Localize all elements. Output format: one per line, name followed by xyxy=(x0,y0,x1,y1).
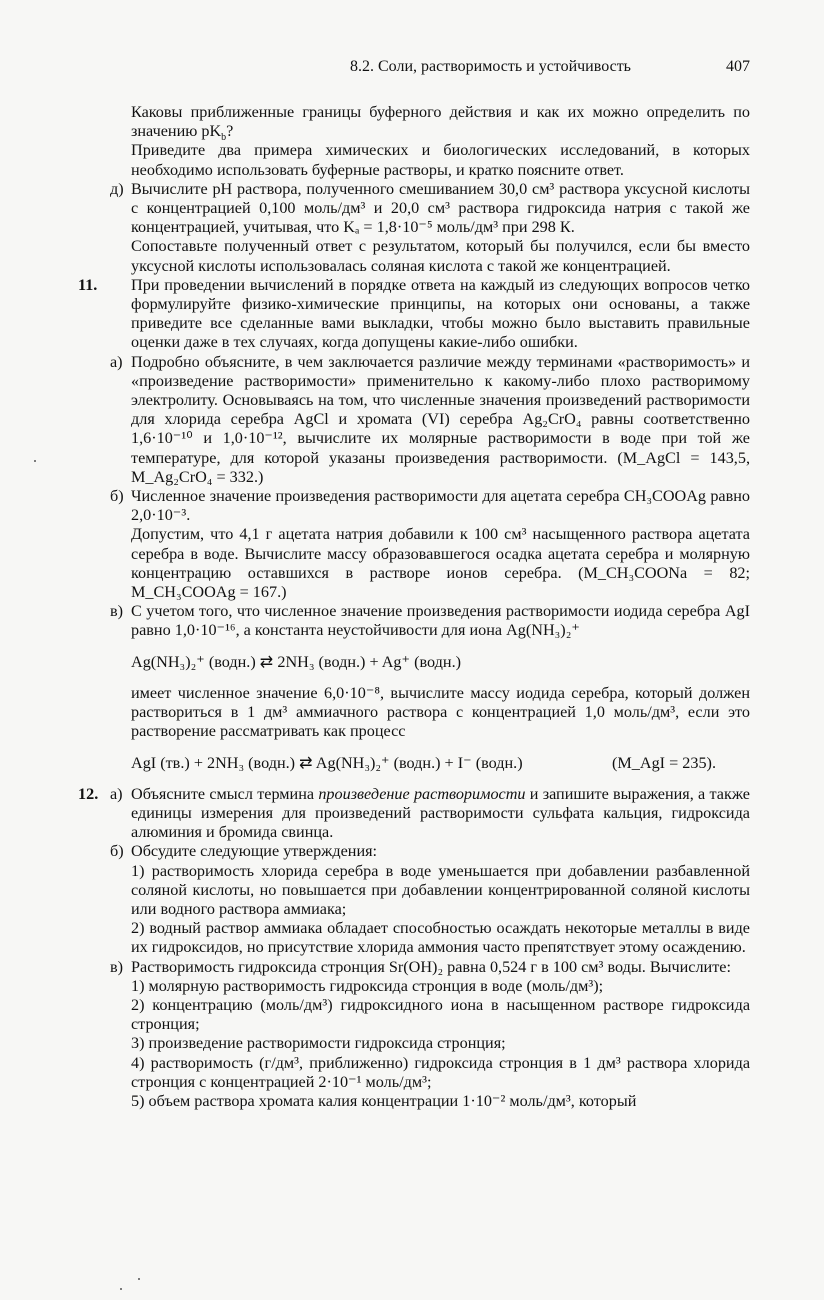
question-12b-item-1: 1) растворимость хлорида серебра в воде уменьшается при добавлении разбавленной соляной кислоты, но повышается при добавлении концентрированной соляной кислоты или водного раствора аммиака; xyxy=(131,861,750,918)
scan-speck xyxy=(120,1288,122,1290)
question-12v-item-5: 5) объем раствора хромата калия концентрации 1·10⁻² моль/дм³, который xyxy=(131,1091,637,1110)
section-title: 8.2. Соли, растворимость и устойчивость xyxy=(350,58,631,75)
page-number: 407 xyxy=(726,58,750,75)
question-11v-text: С учетом того, что численное значение произведения растворимости иодида серебра AgI равно 1,0·10⁻¹⁶, а константа неустойчивости для иона Ag(NH₃)₂⁺ xyxy=(131,602,750,640)
question-12v xyxy=(0,958,824,977)
question-12b xyxy=(0,842,824,861)
equation-2-molar-mass: (M_AgI = 235). xyxy=(612,753,716,772)
question-11b-text: Численное значение произведения растворимости для ацетата серебра CH₃COOAg равно 2,0·10⁻³. xyxy=(131,487,750,525)
question-11a-text: Подробно объясните, в чем заключается различие между терминами «растворимость» и «произведение растворимости» применительно к какому-либо плохо растворимому электролиту. Основываясь на том, что численные значения произведений растворимости для хлорида серебра AgCl и хромата (VI) серебра Ag₂CrO₄ равны соответственно 1,6·10⁻¹⁰ и 1,0·10⁻¹², вычислите их молярные растворимости в воде при той же температуре, для которой указаны произведения растворимости. (M_AgCl = 143,5, M_Ag₂CrO₄ = 332.) xyxy=(131,352,750,486)
question-11v-text-2: имеет численное значение 6,0·10⁻⁸, вычислите массу иодида серебра, который должен раствориться в 1 дм³ аммиачного раствора с концентрацией 1,0 моль/дм³, если это растворение рассматривать как процесс xyxy=(131,683,750,741)
intro-question-1: Каковы приближенные границы буферного действия и как их можно определить по значению $pK_b$? xyxy=(131,103,750,144)
item-label: б) xyxy=(110,842,124,861)
question-12v-item-1: 1) молярную растворимость гидроксида стронция в воде (моль/дм³); xyxy=(131,976,604,995)
item-label: в) xyxy=(110,957,124,976)
question-11b xyxy=(0,487,824,525)
question-d-text-2: Сопоставьте полученный ответ с результатом, который бы получился, если бы вместо уксусной кислоты использовалась соляная кислота с такой же концентрацией. xyxy=(131,237,750,275)
question-12b-item-2: 2) водный раствор аммиака обладает способностью осаждать некоторые металлы в виде их гидроксидов, но присутствие хлорида аммония часто препятствует этому осаждению. xyxy=(131,919,750,957)
question-12v-item-2: 2) концентрацию (моль/дм³) гидроксидного иона в насыщенном растворе гидроксида стронция; xyxy=(131,995,750,1034)
question-d xyxy=(0,180,824,238)
scan-speck xyxy=(34,460,36,462)
question-number: 11. xyxy=(78,275,98,294)
question-12v-text: Растворимость гидроксида стронция Sr(OH)₂ равна 0,524 г в 100 см³ воды. Вычислите: xyxy=(131,957,731,976)
question-12v-item-3: 3) произведение растворимости гидроксида стронция; xyxy=(131,1034,506,1053)
question-12b-text: Обсудите следующие утверждения: xyxy=(131,842,378,861)
equation-2-body: AgI (тв.) + 2NH₃ (водн.) ⇄ Ag(NH₃)₂⁺ (водн.) + I⁻ (водн.) xyxy=(131,753,523,772)
item-label: а) xyxy=(110,352,123,371)
item-label: д) xyxy=(110,179,124,198)
equation-2 xyxy=(0,754,824,773)
question-11a xyxy=(0,353,824,487)
question-12a xyxy=(0,785,824,843)
question-11 xyxy=(0,276,824,353)
item-label: а) xyxy=(110,784,123,803)
question-11b-text-2: Допустим, что 4,1 г ацетата натрия добавили к 100 см³ насыщенного раствора ацетата серебра в воде. Вычислите массу образовавшегося осадка ацетата серебра и молярную концентрацию оставшихся в растворе ионов серебра. (M_CH₃COONa = 82; M_CH₃COOAg = 167.) xyxy=(131,525,750,602)
item-label: в) xyxy=(110,602,124,621)
question-12a-text: Объясните смысл термина произведение растворимости и запишите выражения, а также единицы измерения для произведений растворимости сульфата кальция, гидроксида алюминия и бромида свинца. xyxy=(131,784,750,842)
question-12v-item-4: 4) растворимость (г/дм³, приближенно) гидроксида стронция в 1 дм³ раствора хлорида стронция с концентрацией 2·10⁻¹ моль/дм³; xyxy=(131,1053,750,1091)
item-label: б) xyxy=(110,487,124,506)
intro-question-2: Приведите два примера химических и биологических исследований, в которых необходимо использовать буферные растворы, и кратко поясните ответ. xyxy=(131,141,750,179)
question-11-text: При проведении вычислений в порядке ответа на каждый из следующих вопросов четко формулируйте физико-химические принципы, на которых они основаны, а также приведите все сделанные вами выкладки, чтобы можно было выставить правильные оценки даже в тех случаях, когда допущены какие-либо ошибки. xyxy=(131,275,750,352)
page-body xyxy=(0,103,824,1111)
question-11v xyxy=(0,602,824,640)
scan-speck xyxy=(138,1278,140,1280)
question-number: 12. xyxy=(78,784,99,803)
question-d-text: Вычислите pH раствора, полученного смешиванием 30,0 см³ раствора уксусной кислоты с концентрацией 0,100 моль/дм³ и 20,0 см³ раствора гидроксида натрия с такой же концентрацией, учитывая, что Kₐ = 1,8·10⁻⁵ моль/дм³ при 298 К. xyxy=(131,179,750,237)
equation-1: Ag(NH₃)₂⁺ (водн.) ⇄ 2NH₃ (водн.) + Ag⁺ (водн.) xyxy=(131,652,462,671)
